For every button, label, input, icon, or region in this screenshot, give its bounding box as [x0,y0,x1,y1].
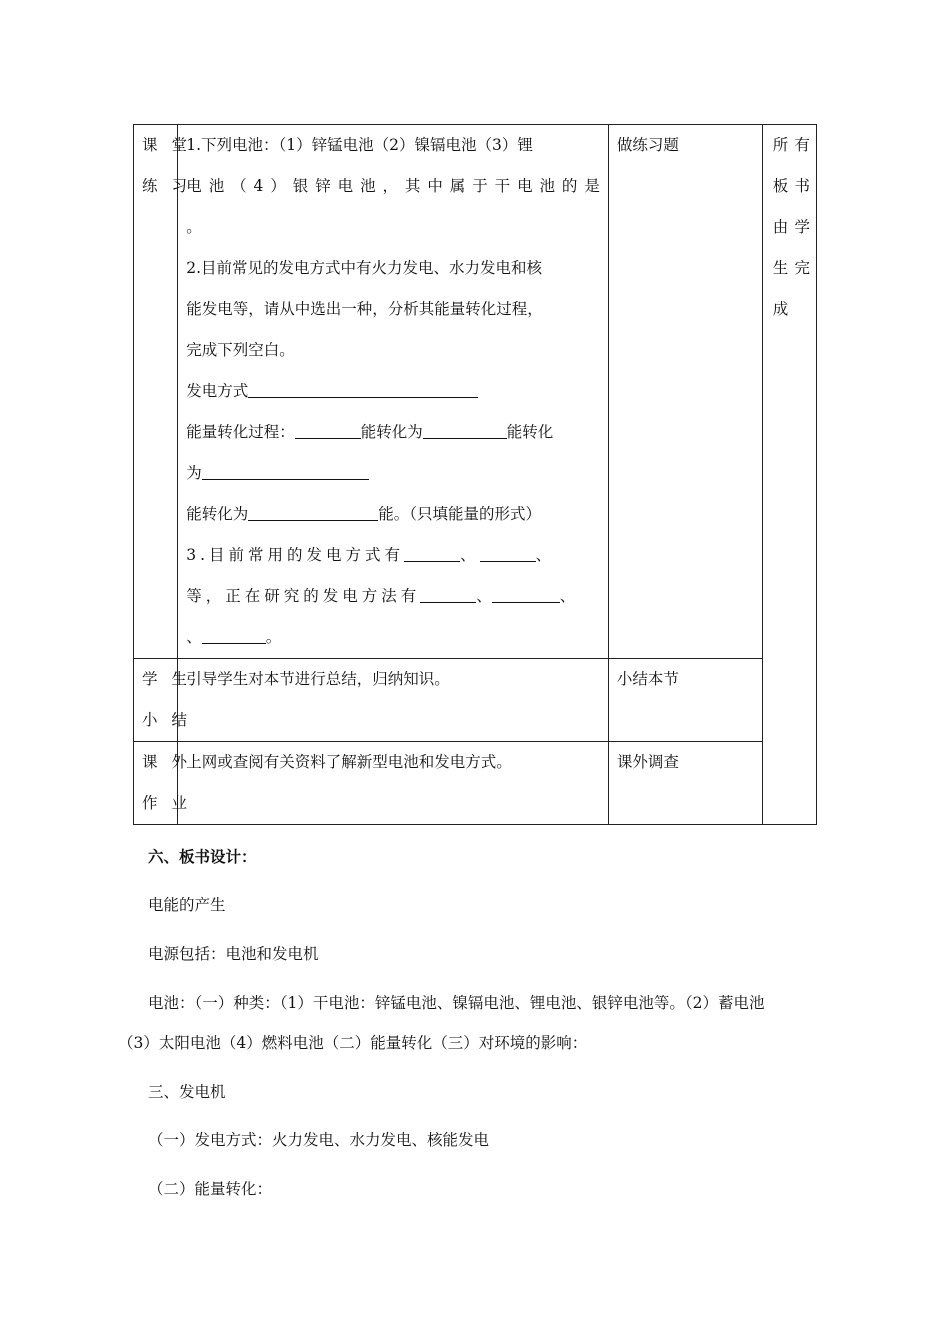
board-note-line [773,125,810,166]
question-2-method-line [186,371,600,412]
activity-text: 小结本节 [616,670,679,688]
question-2-wei-line [186,453,600,494]
board-design-line-3a: 电池：（一）种类：（1）干电池：锌锰电池、镍镉电池、锂电池、银锌电池等。（2）蓄电池 [148,994,765,1012]
content-cell-homework [178,742,609,825]
board-note-char: 有 [794,136,810,154]
board-design-line-6: （二）能量转化： [148,1180,273,1198]
board-note-char: 成 [772,300,789,318]
board-note-char: 完 [794,259,810,277]
content-cell-summary [178,659,609,742]
stage-cell-practice [134,125,202,659]
process-label: 能量转化过程： [186,423,295,441]
activity-cell-homework [608,742,762,825]
fill-blank [404,543,460,562]
board-note-line [773,289,810,330]
question-3-line-3 [186,617,600,658]
question-3-head-2: 等，正在研究的发电方法有 [186,587,421,605]
content-cell-practice [178,125,609,659]
question-2-process-line [186,412,600,453]
question-1-line-2: 电池（4）银锌电池，其中属于干电池的是 [186,177,600,195]
separator: 、 [460,546,480,564]
stage-label-line2: 作业 [142,794,202,812]
board-note-line [773,248,810,289]
board-note-cell [762,125,816,825]
separator: 、 [559,587,576,605]
stage-label-line1: 学生 [142,670,202,688]
question-1-line-3: 。 [186,218,202,236]
fill-blank [202,625,266,644]
stage-label-line1: 课外 [142,753,202,771]
question-2-end-text: 能。（只填能量的形式） [378,505,542,523]
stage-label-line1: 课堂 [142,136,202,154]
activity-text: 做练习题 [616,136,679,154]
question-3-head: 3.目前常用的发电方式有 [186,546,405,564]
wei-text: 为 [186,464,202,482]
table-row-homework [134,742,817,825]
activity-text: 课外调查 [616,753,679,771]
separator: 、 [476,587,492,605]
fill-blank [492,584,560,603]
lesson-plan-table [133,124,817,825]
fill-blank [248,379,478,398]
board-note-char: 学 [794,218,810,236]
board-note-char: 书 [794,177,810,195]
fill-blank [248,502,378,521]
fill-blank [295,420,361,439]
convert-tail-text: 能转化 [506,423,554,441]
summary-text: 引导学生对本节进行总结，归纳知识。 [186,670,450,688]
question-1-line-1: 1.下列电池：（1）锌锰电池（2）镍镉电池（3）锂 [186,136,533,154]
stage-cell-summary [134,659,202,742]
question-2-line-3: 完成下列空白。 [186,341,295,359]
fill-blank [420,584,476,603]
question-2-line-2: 能发电等，请从中选出一种，分析其能量转化过程， [186,300,543,318]
convert-to-text-2: 能转化为 [186,505,249,523]
fill-blank [202,461,369,480]
board-design-line-2: 电源包括：电池和发电机 [148,945,319,963]
board-note-char: 生 [772,259,789,277]
question-2-end-line [186,494,600,535]
board-note-line [773,166,810,207]
board-note-char: 板 [772,177,789,195]
board-design-heading: 六、板书设计： [148,847,257,866]
stage-label-line2: 小结 [142,711,202,729]
fill-blank [423,420,507,439]
table-row-summary [134,659,817,742]
board-design-line-5: （一）发电方式：火力发电、水力发电、核能发电 [148,1131,490,1149]
fill-blank [480,543,536,562]
question-3-line-2 [186,576,600,617]
board-note-line [773,207,810,248]
activity-cell-summary [608,659,762,742]
question-2-line-1: 2.目前常见的发电方式中有火力发电、水力发电和核 [186,259,543,277]
board-note-char: 由 [772,218,789,236]
stage-label-line2: 练习 [142,177,202,195]
activity-cell-practice [608,125,762,659]
separator: 、 [535,546,556,564]
question-3-end: 。 [265,628,282,646]
method-label: 发电方式 [186,382,249,400]
stage-cell-homework [134,742,202,825]
board-design-line-4: 三、发电机 [148,1083,226,1101]
separator: 、 [186,628,202,646]
convert-to-text: 能转化为 [360,423,423,441]
question-3-line-1 [186,535,600,576]
board-note-char: 所 [772,136,789,154]
board-design-line-1: 电能的产生 [148,896,226,914]
board-design-line-3b: （3）太阳电池（4）燃料电池（二）能量转化（三）对环境的影响： [118,1034,588,1052]
table-row-practice [134,125,817,659]
homework-text: 上网或查阅有关资料了解新型电池和发电方式。 [186,753,512,771]
